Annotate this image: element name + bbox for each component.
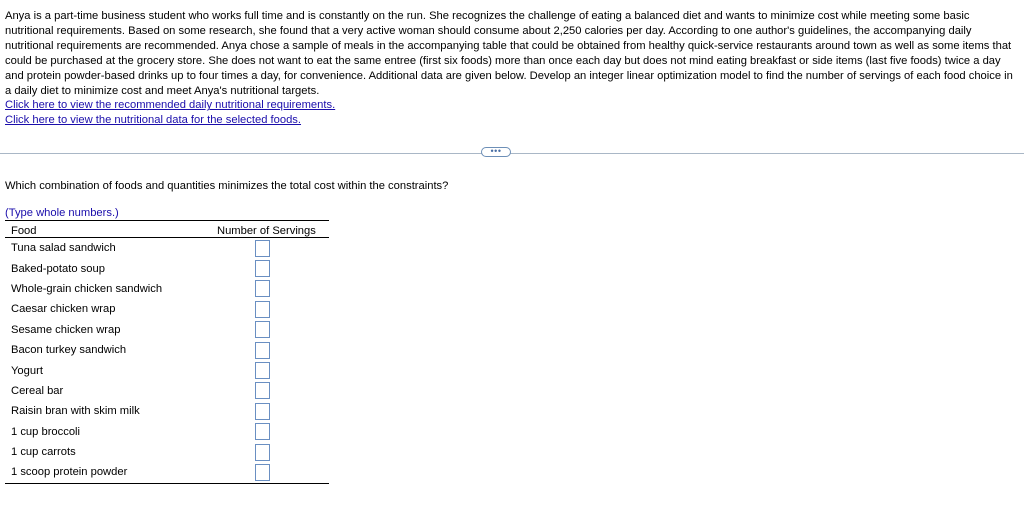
food-name: 1 cup carrots (11, 446, 76, 459)
servings-input-carrots[interactable] (255, 444, 270, 461)
table-row (5, 442, 329, 462)
servings-input-yogurt[interactable] (255, 362, 270, 379)
table-row (5, 340, 329, 360)
expand-more-button[interactable]: ••• (481, 147, 511, 157)
table-row (5, 401, 329, 421)
food-name: Sesame chicken wrap (11, 323, 121, 336)
servings-input-sesame-chicken-wrap[interactable] (255, 321, 270, 338)
food-name: Raisin bran with skim milk (11, 405, 140, 418)
servings-input-broccoli[interactable] (255, 423, 270, 440)
servings-input-tuna-salad-sandwich[interactable] (255, 240, 270, 257)
servings-table (5, 220, 329, 484)
food-name: Caesar chicken wrap (11, 303, 116, 316)
table-header-row (5, 221, 329, 238)
food-column-header: Food (5, 221, 204, 238)
question-text: Which combination of foods and quantities minimizes the total cost within the constraints? (5, 180, 449, 192)
table-row (5, 422, 329, 442)
servings-input-whole-grain-chicken-sandwich[interactable] (255, 280, 270, 297)
table-row (5, 279, 329, 299)
servings-column-header: Number of Servings (204, 221, 329, 238)
table-row (5, 238, 329, 259)
table-row (5, 381, 329, 401)
requirements-link[interactable]: Click here to view the recommended daily nutritional requirements. (5, 99, 336, 112)
food-name: Whole-grain chicken sandwich (11, 282, 163, 295)
servings-input-baked-potato-soup[interactable] (255, 260, 270, 277)
table-row (5, 299, 329, 319)
servings-input-caesar-chicken-wrap[interactable] (255, 301, 270, 318)
food-name: Tuna salad sandwich (11, 242, 116, 255)
table-row (5, 320, 329, 340)
nutrition-data-link[interactable]: Click here to view the nutritional data for the selected foods. (5, 114, 302, 127)
answer-hint: (Type whole numbers.) (5, 207, 119, 219)
servings-input-protein-powder[interactable] (255, 464, 270, 481)
servings-input-raisin-bran[interactable] (255, 403, 270, 420)
problem-statement (5, 9, 1019, 128)
food-name: Cereal bar (11, 384, 64, 397)
food-name: Baked-potato soup (11, 262, 105, 275)
table-row (5, 258, 329, 278)
servings-input-bacon-turkey-sandwich[interactable] (255, 342, 270, 359)
table-row (5, 360, 329, 380)
food-name: 1 cup broccoli (11, 425, 81, 438)
section-divider (0, 153, 1024, 154)
food-name: Bacon turkey sandwich (11, 344, 127, 357)
food-name: 1 scoop protein powder (5, 462, 204, 483)
table-row (5, 462, 329, 483)
servings-input-cereal-bar[interactable] (255, 382, 270, 399)
food-name: Yogurt (11, 364, 43, 377)
problem-text: Anya is a part-time business student who works full time and is constantly on the run. She recognizes the challenge of eating a balanced diet and wants to minimize cost while meeting some basic nutritional requirements. Based on some research, she found that a very active woman should consume about 2,250 calories per day. According to one author's guidelines, the accompanying daily nutritional requirements are recommended. Anya chose a sample of meals in the accompanying table that could be obtained from healthy quick-service restaurants around town as well as some items that could be purchased at the grocery store. She does not want to eat the same entree (first six foods) more than once each day but does not mind eating breakfast or side items (last five foods) twice a day and protein powder-based drinks up to four times a day, for convenience. Additional data are given below. Develop an integer linear optimization model to find the number of servings of each food choice in a daily diet to minimize cost and meet Anya's nutritional targets. (5, 10, 1013, 97)
